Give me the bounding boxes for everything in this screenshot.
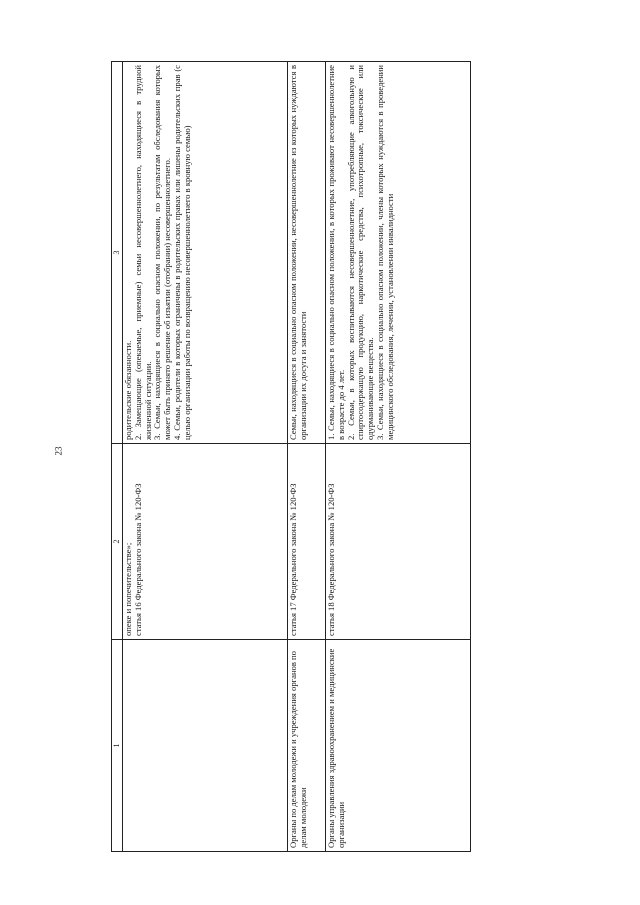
row1-agency-cell — [123, 640, 288, 852]
row3-families-cell — [326, 62, 471, 444]
row2-item-0: Семьи, находящиеся в социально опасном положении, несовершеннолетние из которых нуждаются в организации их досуга и занятости — [288, 65, 308, 440]
row3-item-0: 1. Семьи, находящиеся в социально опасном положении, в которых проживают несовершеннолетние в возрасте до 4 лет. — [326, 65, 346, 440]
document-table — [111, 61, 471, 852]
row3-item-1: 2. Семьи, в которых воспитываются несовершеннолетние, употребляющие алкогольную и спиртосодержащую продукцию, наркотические средства, психотропные, токсические или одурманивающие вещества. — [345, 65, 376, 440]
row3-agency: Органы управления здравоохранением и медицинские организации — [326, 648, 346, 848]
row2-law-line-1: статья 17 Федерального закона № 120-ФЗ — [288, 483, 298, 636]
row1-item-1: 2. Замещающие (опекаемые, приемные) семьи несовершеннолетнего, находящиеся в трудной жизненной ситуации. — [132, 65, 153, 440]
row2-law-cell — [288, 444, 326, 640]
row1-law-cell — [123, 444, 288, 640]
row1-item-0: родительские обязанности. — [123, 340, 133, 440]
table-header-row — [112, 62, 123, 852]
row1-law-line-1: опеке и попечительстве»; — [123, 542, 133, 636]
row2-agency: Органы по делам молодежи и учреждения органов по делам молодежи — [288, 651, 308, 848]
row3-item-2: 3. Семьи, находящиеся в социально опасном положении, члены которых нуждаются в проведении медицинского обследования, лечении, установлении инвалидности — [374, 65, 395, 440]
table-row — [326, 62, 471, 852]
row1-item-3: 4. Семьи, родители в которых ограничены в родительских правах или лишены родительских прав (с целью организации работы по возвращению несовершеннолетнего в кровную семью) — [171, 65, 192, 440]
row3-law-line-1: статья 18 Федерального закона № 120-ФЗ — [326, 483, 336, 636]
row1-item-2: 3. Семьи, находящиеся в социально опасном положении, по результатам обследования которых может быть принято решение об изъятии (отобрании) несовершеннолетнего. — [152, 65, 173, 440]
row3-law-cell — [326, 444, 471, 640]
header-cell-1: 1 — [112, 640, 123, 852]
row1-families-cell — [123, 62, 288, 444]
page-number: 23 — [53, 446, 64, 456]
header-cell-3: 3 — [112, 62, 123, 444]
header-cell-2: 2 — [112, 444, 123, 640]
table-row — [288, 62, 326, 852]
row3-agency-cell — [326, 640, 471, 852]
table-row — [123, 62, 288, 852]
row2-agency-cell — [288, 640, 326, 852]
row1-law-line-2: статья 16 Федерального закона № 120-ФЗ — [132, 483, 143, 636]
row2-families-cell — [288, 62, 326, 444]
document-table-frame — [111, 62, 469, 852]
